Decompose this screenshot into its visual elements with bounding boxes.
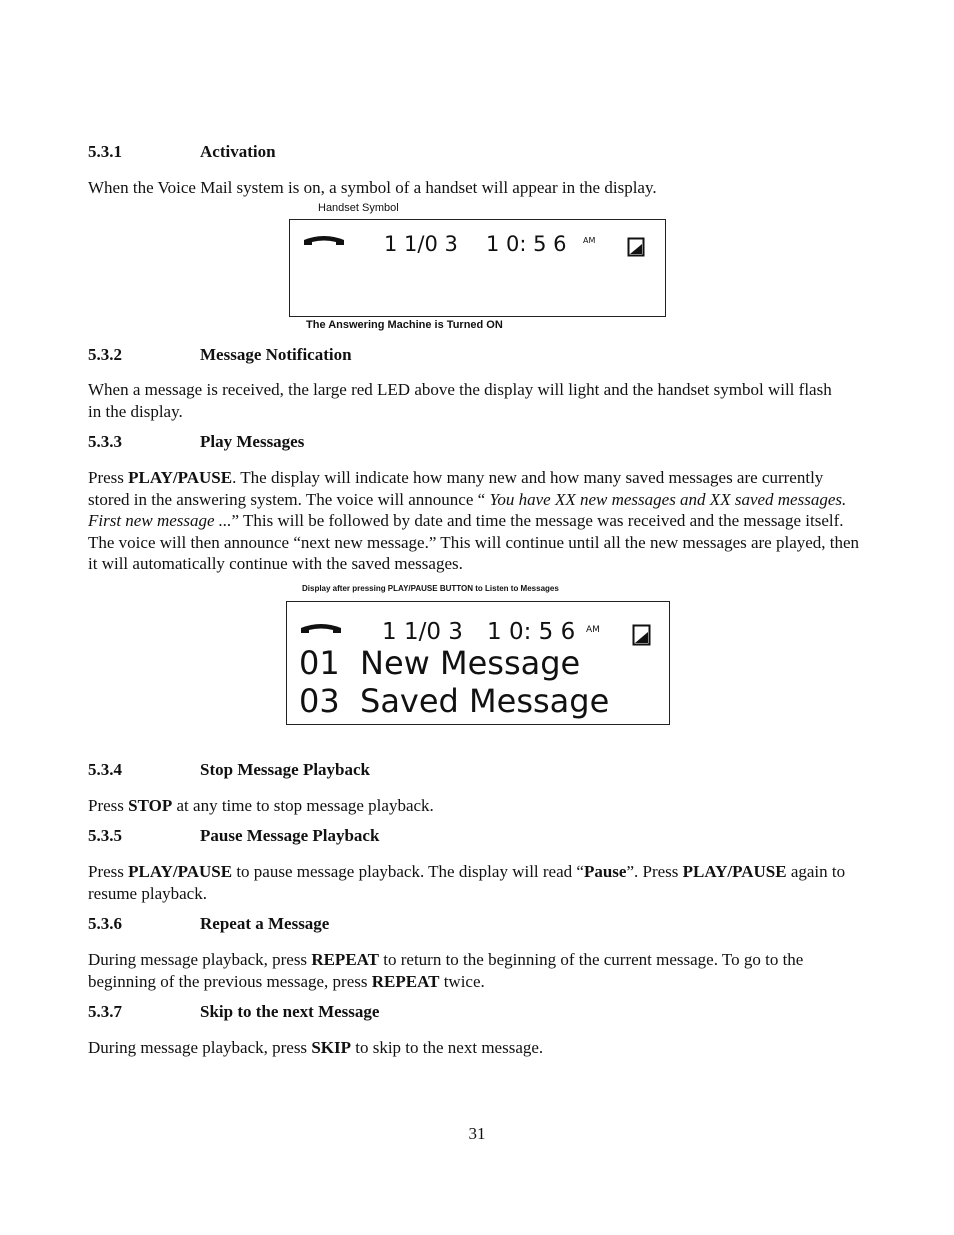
section-title: Repeat a Message xyxy=(200,914,330,933)
lcd-date: 1 1/0 3 xyxy=(382,619,463,645)
section-heading-5-3-4 xyxy=(88,760,370,780)
repeat-key: REPEAT xyxy=(311,950,380,969)
lcd-display-activation xyxy=(289,219,666,317)
message-box-icon xyxy=(632,624,651,646)
section-title: Activation xyxy=(200,142,276,161)
paragraph-stop-playback: Press STOP at any time to stop message playback. xyxy=(88,796,434,815)
lcd-date: 1 1/0 3 xyxy=(384,232,458,256)
play-pause-key: PLAY/PAUSE xyxy=(128,862,233,881)
lcd-time: 1 0: 5 6 xyxy=(486,232,567,256)
section-number: 5.3.1 xyxy=(88,142,122,161)
section-title: Message Notification xyxy=(200,345,352,364)
paragraph-play-messages: Press PLAY/PAUSE. The display will indicate how many new and how many saved messages are currently stored in the answering system. The voice will announce “ You have XX new messages and XX saved messages. First new message ...” This will be followed by date and time the message was received and the message itself. The voice will then announce “next new message.” This will continue until all the new messages are played, then it will automatically continue with the saved messages. xyxy=(88,468,860,573)
lcd-ampm: AM xyxy=(583,236,596,245)
message-box-icon xyxy=(627,237,645,257)
play-pause-key: PLAY/PAUSE xyxy=(128,468,233,487)
section-heading-5-3-6 xyxy=(88,914,329,934)
lcd-ampm: AM xyxy=(586,625,600,635)
repeat-key: REPEAT xyxy=(371,971,440,991)
voice-announcement: You have XX new messages and XX saved messages. First new message ... xyxy=(88,489,847,530)
new-message-label: New Message xyxy=(360,644,581,682)
skip-key: SKIP xyxy=(311,1038,351,1057)
section-title: Stop Message Playback xyxy=(200,760,370,779)
section-heading-5-3-1 xyxy=(88,142,276,162)
saved-message-label: Saved Message xyxy=(360,682,610,720)
section-heading-5-3-2 xyxy=(88,345,352,365)
section-number: 5.3.3 xyxy=(88,432,122,451)
page-number: 31 xyxy=(468,1124,486,1143)
section-heading-5-3-5 xyxy=(88,826,379,846)
section-title: Pause Message Playback xyxy=(200,826,380,845)
new-message-count: 01 xyxy=(299,644,340,682)
paragraph-message-notification: When a message is received, the large red LED above the display will light and the handset symbol will flash in the display. xyxy=(88,380,832,421)
section-title: Play Messages xyxy=(200,432,305,451)
lcd-time: 1 0: 5 6 xyxy=(487,619,576,645)
answering-machine-on-caption: The Answering Machine is Turned ON xyxy=(306,319,503,331)
saved-message-count: 03 xyxy=(299,682,340,720)
play-display-caption: Display after pressing PLAY/PAUSE BUTTON to Listen to Messages xyxy=(302,584,559,593)
section-number: 5.3.2 xyxy=(88,345,122,364)
section-heading-5-3-3 xyxy=(88,432,304,452)
paragraph-pause-playback: Press PLAY/PAUSE to pause message playback. The display will read “Pause”. Press PLAY/PAUSE again to resume playback. xyxy=(88,862,846,903)
handset-symbol-caption: Handset Symbol xyxy=(318,202,399,214)
handset-icon xyxy=(299,622,343,636)
paragraph-activation: When the Voice Mail system is on, a symbol of a handset will appear in the display. xyxy=(88,178,657,197)
section-number: 5.3.7 xyxy=(88,1002,122,1021)
section-title: Skip to the next Message xyxy=(200,1002,380,1021)
pause-display-word: Pause xyxy=(583,862,627,881)
play-pause-key: PLAY/PAUSE xyxy=(682,862,787,881)
paragraph-skip-message: During message playback, press SKIP to skip to the next message. xyxy=(88,1038,544,1057)
stop-key: STOP xyxy=(128,796,173,815)
section-number: 5.3.5 xyxy=(88,826,122,845)
lcd-display-play xyxy=(286,601,670,725)
paragraph-repeat-message: During message playback, press REPEAT to return to the beginning of the current message. To go to the beginning of the previous message, press REPEAT twice. xyxy=(88,950,804,991)
section-number: 5.3.6 xyxy=(88,914,122,933)
handset-icon xyxy=(302,234,346,248)
section-heading-5-3-7 xyxy=(88,1002,379,1022)
section-number: 5.3.4 xyxy=(88,760,122,779)
